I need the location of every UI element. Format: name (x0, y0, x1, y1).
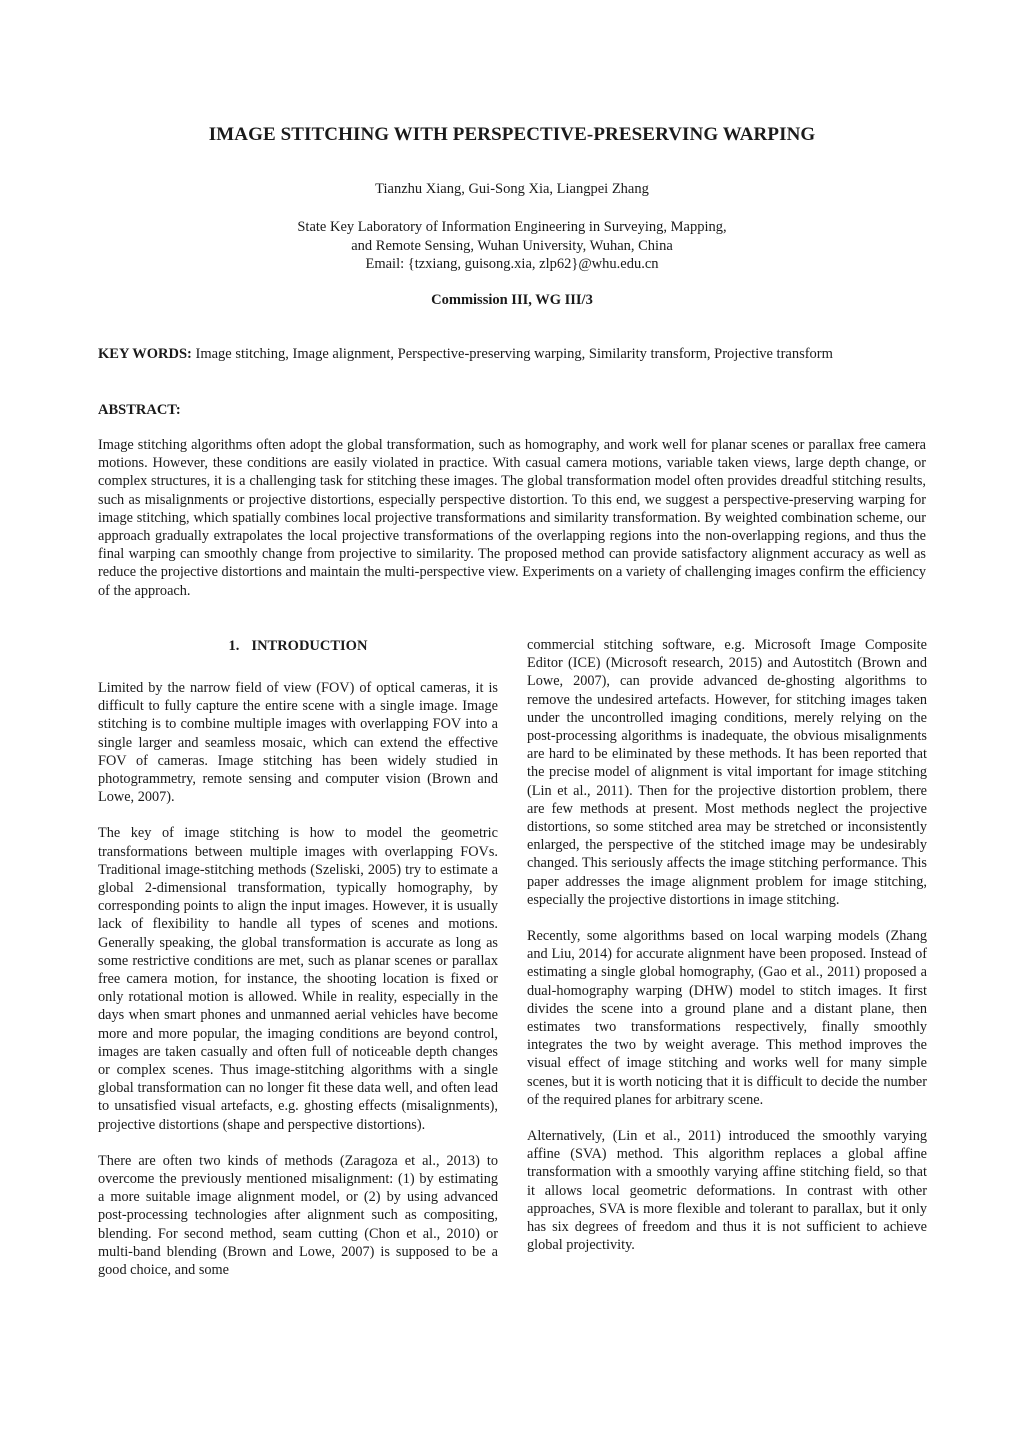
keywords-label: KEY WORDS: (98, 346, 192, 362)
left-column (98, 636, 498, 1297)
body-paragraph: Recently, some algorithms based on local warping models (Zhang and Liu, 2014) for accurate alignment have been proposed. Instead of estimating a single global homography, (Gao et al., 2011) proposed a dual-homography warping (DHW) model to stitch images. It first divides the scene into a ground plane and a distant plane, then estimates two transformations respectively, finally smoothly integrates the two by weight average. This method improves the visual effect of image stitching and works well for many simple scenes, but it is worth noticing that it is difficult to decide the number of the required planes for arbitrary scene. (527, 928, 927, 1108)
section-number: 1. (228, 638, 240, 654)
email-line: Email: {tzxiang, guisong.xia, zlp62}@whu.edu.cn (365, 256, 659, 272)
author-list: Tianzhu Xiang, Gui-Song Xia, Liangpei Zhang (375, 181, 649, 197)
commission-label: Commission III, WG III/3 (431, 292, 593, 308)
keywords-text: Image stitching, Image alignment, Perspective-preserving warping, Similarity transform, Projective transform (195, 346, 833, 362)
keywords-line (98, 346, 938, 363)
paper-title: IMAGE STITCHING WITH PERSPECTIVE-PRESERVING WARPING (208, 124, 816, 145)
affiliation-line: State Key Laboratory of Information Engineering in Surveying, Mapping, (297, 219, 727, 235)
section-heading-introduction (98, 636, 498, 656)
right-column (527, 636, 927, 1273)
section-title: INTRODUCTION (251, 638, 368, 654)
abstract-text: Image stitching algorithms often adopt the global transformation, such as homography, and work well for planar scenes or parallax free camera motions. However, these conditions are easily violated in practice. With casual camera motions, variable taken views, large depth change, or complex structures, it is a challenging task for stitching these images. The global transformation model often provides dreadful stitching results, such as misalignments or projective distortions, especially perspective distortion. To this end, we suggest a perspective-preserving warping for image stitching, which spatially combines local projective transformations and similarity transformation. By weighted combination scheme, our approach gradually extrapolates the local projective transformations of the overlapping regions into the non-overlapping regions, and thus the final warping can smoothly change from projective to similarity. The proposed method can provide satisfactory alignment accuracy as well as reduce the projective distortions and maintain the multi-perspective view. Experiments on a variety of challenging images confirm the efficiency of the approach. (98, 437, 926, 599)
affiliation-line: and Remote Sensing, Wuhan University, Wuhan, China (351, 237, 673, 254)
body-paragraph: The key of image stitching is how to model the geometric transformations between multiple images with overlapping FOVs. Traditional image-stitching methods (Szeliski, 2005) try to estimate a global 2-dimensional transformation, typically homography, by corresponding points to align the input images. However, it is usually lack of flexibility to handle all types of scenes and motions. Generally speaking, the global transformation is accurate as long as some restrictive conditions are met, such as planar scenes or parallax free camera motion, for instance, the shooting location is fixed or only rotational motion is allowed. While in reality, especially in the days when smart phones and unmanned aerial vehicles have become more and more popular, the imaging conditions are beyond control, images are taken casually and often full of noticeable depth changes or complex scenes. Thus image-stitching algorithms with a single global transformation can no longer fit these data well, and often lead to unsatisfied visual artefacts, e.g. ghosting effects (misalignments), projective distortions (shape and perspective distortions). (98, 825, 498, 1133)
body-paragraph: Limited by the narrow field of view (FOV) of optical cameras, it is difficult to fully capture the entire scene with a single image. Image stitching is to combine multiple images with overlapping FOV into a single larger and seamless mosaic, which can extend the effective FOV of cameras. Image stitching has been widely studied in photogrammetry, remote sensing and computer vision (Brown and Lowe, 2007). (98, 680, 498, 806)
body-paragraph: Alternatively, (Lin et al., 2011) introduced the smoothly varying affine (SVA) method. This algorithm replaces a global affine transformation with a smoothly varying affine stitching field, so that it allows local geometric deformations. In contrast with other approaches, SVA is more flexible and tolerant to parallax, but it only has six degrees of freedom and thus it is not sufficient to achieve global projectivity. (527, 1128, 927, 1254)
body-paragraph: There are often two kinds of methods (Zaragoza et al., 2013) to overcome the previously mentioned misalignment: (1) by estimating a more suitable image alignment model, or (2) by using advanced post-processing technologies after alignment such as compositing, blending. For second method, seam cutting (Chon et al., 2010) or multi-band blending (Brown and Lowe, 2007) is supposed to be a good choice, and some (98, 1152, 498, 1279)
affiliation-block (0, 218, 1024, 274)
body-paragraph: commercial stitching software, e.g. Microsoft Image Composite Editor (ICE) (Microsoft research, 2015) and Autostitch (Brown and Lowe, 2007), can provide advanced de-ghosting algorithms to remove the undesired artefacts. However, for stitching images taken under the uncontrolled imaging conditions, merely relying on the post-processing algorithms is inadequate, the obvious misalignments are hard to be eliminated by these methods. It has been reported that the precise model of alignment is vital important for image stitching (Lin et al., 2011). Then for the projective distortion problem, there are few methods at present. Most methods neglect the projective distortions, so some stitched area may be stretched or inconsistently enlarged, the perspective of the stitched image may be undesirably changed. This seriously affects the image stitching performance. This paper addresses the image alignment problem for image stitching, especially the projective distortions in image stitching. (527, 637, 927, 908)
abstract-heading: ABSTRACT: (98, 402, 181, 418)
